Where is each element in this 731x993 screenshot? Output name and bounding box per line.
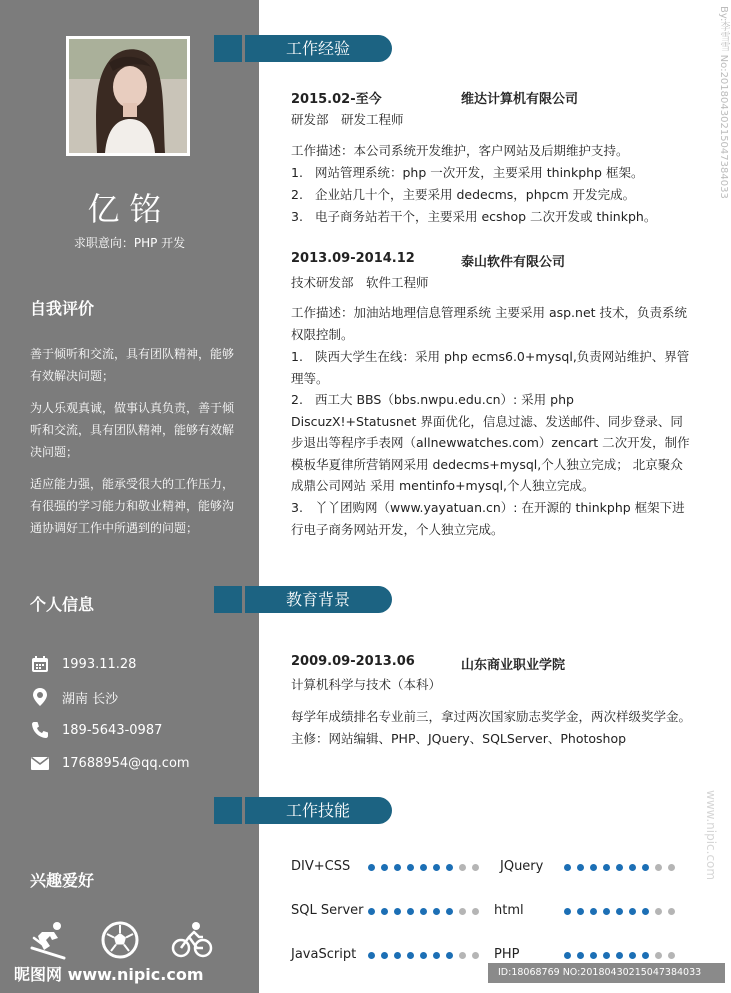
calendar-icon <box>30 654 50 674</box>
watermark-id-bar: ID:18068769 NO:20180430215047384033 <box>488 963 725 983</box>
skill-dot-filled <box>381 908 388 915</box>
skill-name: JQuery <box>500 859 544 874</box>
skill-name: PHP <box>494 947 520 962</box>
section-title-work: 工作经验 <box>245 35 392 62</box>
location-value: 湖南 长沙 <box>62 691 119 707</box>
education-date: 2009.09-2013.06 <box>291 654 415 669</box>
skill-dot-filled <box>407 952 414 959</box>
skill-dot-filled <box>590 952 597 959</box>
skill-dot-filled <box>616 864 623 871</box>
skill-dot-filled <box>629 952 636 959</box>
self-eval-heading: 自我评价 <box>30 299 95 318</box>
skill-dot-empty <box>472 864 479 871</box>
job-company: 维达计算机有限公司 <box>461 92 579 107</box>
job-description: 工作描述：加油站地理信息管理系统 主要采用 asp.net 技术，负责系统权限控制。 <box>291 305 688 342</box>
education-major: 计算机科学与技术（本科） <box>291 677 442 692</box>
skill-dot-empty <box>655 864 662 871</box>
skill-dot-filled <box>629 908 636 915</box>
skill-dot-filled <box>394 952 401 959</box>
skill-dot-filled <box>590 864 597 871</box>
email-row <box>30 753 190 773</box>
skill-level <box>564 864 681 871</box>
skill-dot-filled <box>603 908 610 915</box>
skill-dot-filled <box>616 908 623 915</box>
section-tab-marker <box>214 586 242 613</box>
sidebar <box>0 0 259 993</box>
skill-dot-filled <box>629 864 636 871</box>
skill-dot-filled <box>433 864 440 871</box>
phone-icon <box>30 720 50 740</box>
skill-dot-filled <box>381 952 388 959</box>
skill-dot-empty <box>668 952 675 959</box>
job-role: 研发部 研发工程师 <box>291 112 404 127</box>
skill-dot-filled <box>407 908 414 915</box>
skill-dot-filled <box>577 864 584 871</box>
skill-name: JavaScript <box>291 947 357 962</box>
skill-level <box>564 952 681 959</box>
job-company: 泰山软件有限公司 <box>461 255 566 270</box>
skill-dot-filled <box>603 952 610 959</box>
skill-dot-empty <box>459 908 466 915</box>
job-date: 2013.09-2014.12 <box>291 251 415 266</box>
personal-info-heading: 个人信息 <box>30 595 95 614</box>
cycling-icon <box>172 920 212 960</box>
skill-dot-filled <box>446 864 453 871</box>
skill-dot-filled <box>368 952 375 959</box>
phone-value: 189-5643-0987 <box>62 722 163 738</box>
section-tab-marker <box>214 797 242 824</box>
skiing-icon <box>28 920 68 960</box>
candidate-name: 亿铭 <box>87 190 172 228</box>
skill-dot-filled <box>394 908 401 915</box>
watermark-vertical-site: www.nipic.com <box>704 790 718 881</box>
skill-dot-empty <box>655 952 662 959</box>
watermark-logo: 昵图网 www.nipic.com <box>14 965 204 984</box>
skill-dot-filled <box>420 952 427 959</box>
self-eval-paragraph: 善于倾听和交流，具有团队精神，能够有效解决问题； <box>30 347 235 383</box>
skill-dot-filled <box>603 864 610 871</box>
education-detail: 每学年成绩排名专业前三，拿过两次国家励志奖学金，两次样级奖学金。 <box>291 709 692 724</box>
skill-dot-filled <box>420 864 427 871</box>
skill-name: DIV+CSS <box>291 859 351 874</box>
birthday-value: 1993.11.28 <box>62 656 137 672</box>
skill-level <box>368 864 485 871</box>
job-intent: 求职意向：PHP 开发 <box>73 236 186 250</box>
skill-dot-filled <box>394 864 401 871</box>
job-description: 工作描述：本公司系统开发维护，客户网站及后期维护支持。 <box>291 143 629 158</box>
mail-icon <box>30 753 50 773</box>
education-school: 山东商业职业学院 <box>461 658 566 673</box>
skill-dot-filled <box>642 952 649 959</box>
birthday-row <box>30 654 136 674</box>
skill-dot-filled <box>564 908 571 915</box>
job-item: 2. 企业站几十个，主要采用 dedecms，phpcm 开发完成。 <box>291 187 636 202</box>
phone-row <box>30 720 162 740</box>
self-eval-paragraph: 适应能力强，能承受很大的工作压力，有很强的学习能力和敬业精神，能够沟通协调好工作中所遇到的问题； <box>30 477 235 535</box>
skill-name: html <box>494 903 524 918</box>
skill-name: SQL Server <box>291 903 364 918</box>
email-value: 17688954@qq.com <box>62 755 190 771</box>
section-title-skills: 工作技能 <box>245 797 392 824</box>
job-item: 3. 电子商务站若干个，主要采用 ecshop 二次开发或 thinkph。 <box>291 209 657 224</box>
skill-dot-filled <box>616 952 623 959</box>
profile-photo <box>66 36 190 156</box>
skill-level <box>368 908 485 915</box>
soccer-ball-icon <box>100 920 140 960</box>
skill-level <box>564 908 681 915</box>
skill-level <box>368 952 485 959</box>
job-item: 2. 西工大 BBS（bbs.nwpu.edu.cn）: 采用 php DiscuzX!+Statusnet 界面优化，信息过滤、发送邮件、同步登录、同步退出等程序手表网（allnewwatches.com）zencart 二次开发，制作模板华夏律所营销网采用 dedecms+mysql,个人独立完成； 北京聚众成鼎公司网站 采用 mentinfo+mysql,个人独立完成。 <box>291 392 690 493</box>
hobbies-heading: 兴趣爱好 <box>30 871 95 890</box>
skill-dot-filled <box>446 952 453 959</box>
section-tab-marker <box>214 35 242 62</box>
watermark-vertical: By:李雪雪 No:20180430215047384033 <box>718 6 729 199</box>
skill-dot-filled <box>446 908 453 915</box>
location-row <box>30 687 118 707</box>
skill-dot-filled <box>420 908 427 915</box>
job-item: 3. 丫丫团购网（www.yayatuan.cn）: 在开源的 thinkphp 框架下进行电子商务网站开发，个人独立完成。 <box>291 500 685 537</box>
skill-dot-empty <box>668 864 675 871</box>
skill-dot-empty <box>472 952 479 959</box>
self-eval-paragraph: 为人乐观真诚，做事认真负责，善于倾听和交流，具有团队精神，能够有效解决问题； <box>30 401 235 459</box>
skill-dot-filled <box>433 952 440 959</box>
skill-dot-filled <box>368 908 375 915</box>
job-date: 2015.02-至今 <box>291 92 382 107</box>
skill-dot-filled <box>433 908 440 915</box>
skill-dot-filled <box>577 908 584 915</box>
skill-dot-filled <box>407 864 414 871</box>
skill-dot-filled <box>642 908 649 915</box>
skill-dot-empty <box>472 908 479 915</box>
skill-dot-filled <box>381 864 388 871</box>
skill-dot-empty <box>459 864 466 871</box>
skill-dot-filled <box>368 864 375 871</box>
skill-dot-filled <box>642 864 649 871</box>
skill-dot-filled <box>564 864 571 871</box>
job-role: 技术研发部 软件工程师 <box>291 275 429 290</box>
skill-dot-filled <box>577 952 584 959</box>
skill-dot-empty <box>655 908 662 915</box>
skill-dot-empty <box>668 908 675 915</box>
job-item: 1. 网站管理系统：php 一次开发，主要采用 thinkphp 框架。 <box>291 165 644 180</box>
person-photo-icon <box>69 39 187 153</box>
location-pin-icon <box>30 687 50 707</box>
skill-dot-empty <box>459 952 466 959</box>
skill-dot-filled <box>590 908 597 915</box>
education-courses: 主修：网站编辑、PHP、JQuery、SQLServer、Photoshop <box>291 731 627 746</box>
job-item: 1. 陕西大学生在线：采用 php ecms6.0+mysql,负责网站维护、界管理等。 <box>291 349 690 386</box>
skill-dot-filled <box>564 952 571 959</box>
section-title-education: 教育背景 <box>245 586 392 613</box>
